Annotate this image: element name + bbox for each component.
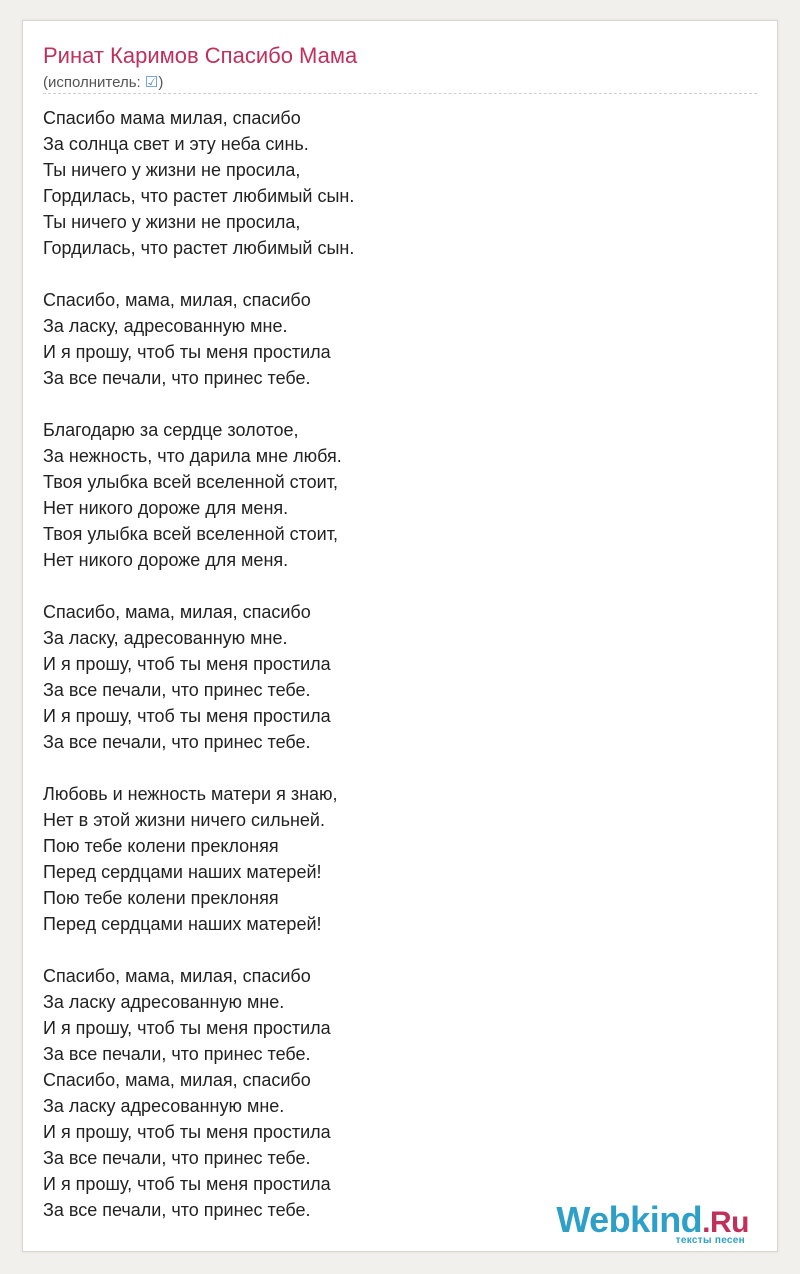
lyric-line: Спасибо, мама, милая, спасибо: [43, 966, 311, 986]
lyric-line: За нежность, что дарила мне любя.: [43, 446, 342, 466]
divider: [43, 93, 757, 94]
lyric-line: Нет никого дороже для меня.: [43, 550, 289, 570]
lyric-line: За ласку адресованную мне.: [43, 992, 285, 1012]
webkind-logo: [549, 1199, 749, 1247]
stanza: [43, 287, 743, 391]
lyric-line: Ты ничего у жизни не просила,: [43, 160, 301, 180]
lyric-line: И я прошу, чтоб ты меня простила: [43, 654, 331, 674]
lyric-line: Пою тебе колени преклоняя: [43, 836, 279, 856]
logo-tld: .Ru: [702, 1206, 749, 1239]
lyrics-sheet: [22, 20, 778, 1252]
checkbox-icon[interactable]: ☑: [144, 74, 159, 91]
lyrics-body: [43, 105, 743, 1249]
stanza: [43, 781, 743, 937]
lyric-line: За ласку адресованную мне.: [43, 1096, 285, 1116]
stanza: [43, 417, 743, 573]
lyric-line: За солнца свет и эту неба синь.: [43, 134, 309, 154]
lyric-line: Спасибо, мама, милая, спасибо: [43, 1070, 311, 1090]
lyric-line: Нет в этой жизни ничего сильней.: [43, 810, 325, 830]
lyric-line: Ты ничего у жизни не просила,: [43, 212, 301, 232]
lyric-line: Спасибо мама милая, спасибо: [43, 108, 301, 128]
performer-suffix: ): [158, 74, 164, 91]
lyric-line: За все печали, что принес тебе.: [43, 732, 311, 752]
stanza: [43, 963, 743, 1223]
lyric-line: И я прошу, чтоб ты меня простила: [43, 706, 331, 726]
lyric-line: И я прошу, чтоб ты меня простила: [43, 1018, 331, 1038]
lyric-line: Гордилась, что растет любимый сын.: [43, 238, 355, 258]
lyric-line: За все печали, что принес тебе.: [43, 1200, 311, 1220]
lyric-line: За ласку, адресованную мне.: [43, 316, 288, 336]
lyric-line: За все печали, что принес тебе.: [43, 368, 311, 388]
lyric-line: Нет никого дороже для меня.: [43, 498, 289, 518]
lyric-line: За все печали, что принес тебе.: [43, 1148, 311, 1168]
lyric-line: Гордилась, что растет любимый сын.: [43, 186, 355, 206]
lyric-line: И я прошу, чтоб ты меня простила: [43, 1174, 331, 1194]
lyric-line: Любовь и нежность матери я знаю,: [43, 784, 338, 804]
stanza: [43, 599, 743, 755]
lyric-line: Пою тебе колени преклоняя: [43, 888, 279, 908]
lyric-line: Благодарю за сердце золотое,: [43, 420, 299, 440]
performer-line: [43, 73, 163, 91]
lyric-line: И я прошу, чтоб ты меня простила: [43, 342, 331, 362]
lyric-line: И я прошу, чтоб ты меня простила: [43, 1122, 331, 1142]
lyric-line: Спасибо, мама, милая, спасибо: [43, 290, 311, 310]
lyric-line: Перед сердцами наших матерей!: [43, 914, 322, 934]
lyric-line: Спасибо, мама, милая, спасибо: [43, 602, 311, 622]
lyric-line: Перед сердцами наших матерей!: [43, 862, 322, 882]
logo-tagline: тексты песен: [675, 1235, 745, 1246]
lyric-line: Твоя улыбка всей вселенной стоит,: [43, 524, 338, 544]
lyric-line: За ласку, адресованную мне.: [43, 628, 288, 648]
lyric-line: За все печали, что принес тебе.: [43, 680, 311, 700]
stanza: [43, 105, 743, 261]
page-title: Ринат Каримов Спасибо Мама: [43, 43, 358, 68]
logo-brand: Webkind: [556, 1199, 703, 1240]
lyric-line: Твоя улыбка всей вселенной стоит,: [43, 472, 338, 492]
lyric-line: За все печали, что принес тебе.: [43, 1044, 311, 1064]
performer-prefix: (исполнитель:: [43, 74, 145, 91]
